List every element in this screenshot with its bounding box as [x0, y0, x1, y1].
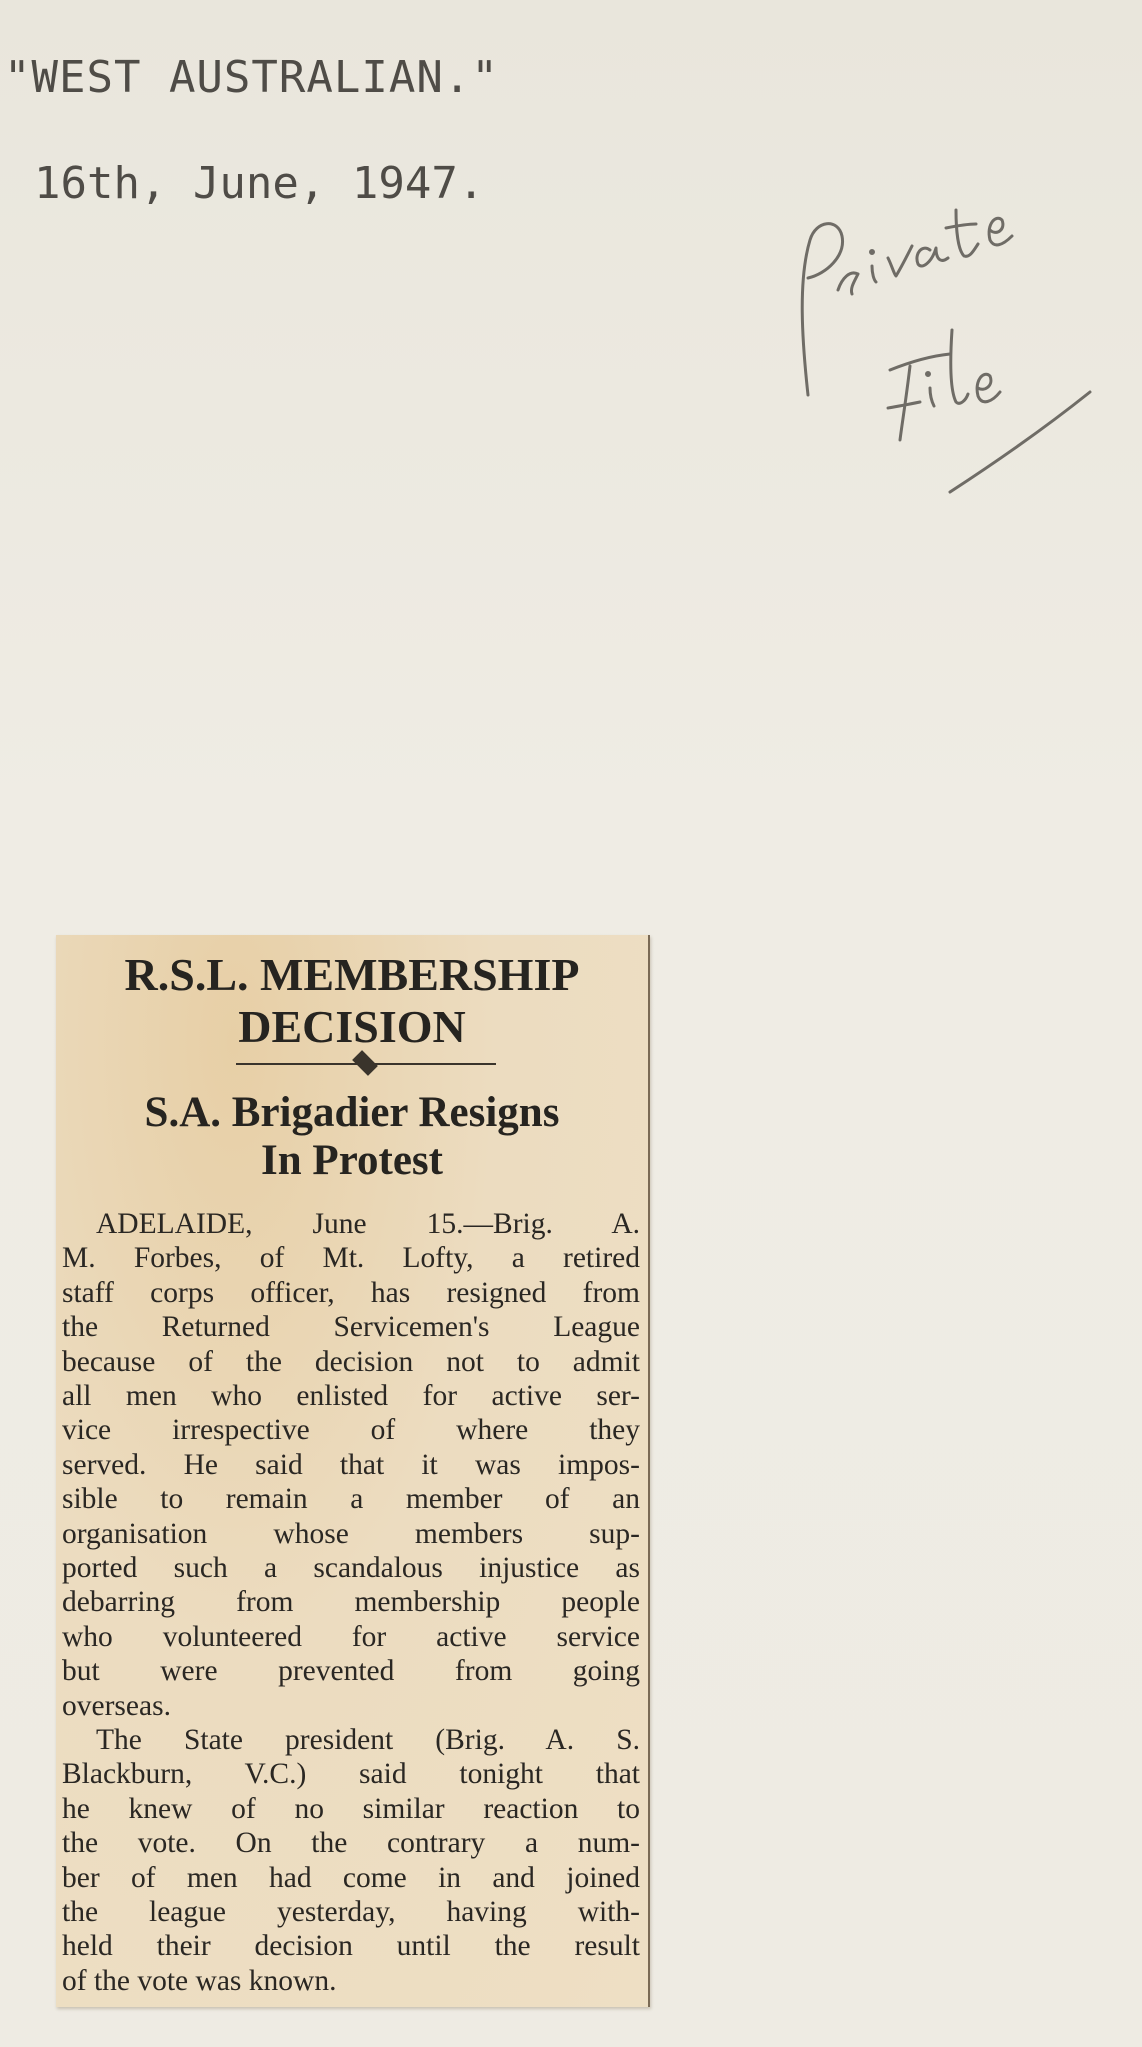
handwritten-annotation — [780, 170, 1100, 510]
subheadline-line: In Protest — [261, 1137, 443, 1184]
article-line: vice irrespective of where they — [62, 1414, 640, 1446]
article-line: ADELAIDE, June 15.—Brig. A. — [96, 1208, 640, 1240]
article-line: overseas. — [62, 1690, 171, 1722]
article-line: sible to remain a member of an — [62, 1483, 640, 1515]
article-line: because of the decision not to admit — [62, 1346, 640, 1378]
article-line: who volunteered for active service — [62, 1621, 640, 1653]
article-line: served. He said that it was impos- — [62, 1449, 640, 1481]
article-line: organisation whose members sup- — [62, 1518, 640, 1550]
article-line: ber of men had come in and joined — [62, 1862, 640, 1894]
clipping-date: 16th, June, 1947. — [34, 158, 485, 209]
article-line: M. Forbes, of Mt. Lofty, a retired — [62, 1242, 640, 1274]
headline-line: DECISION — [238, 1001, 466, 1052]
headline — [56, 949, 648, 1053]
article-line: staff corps officer, has resigned from — [62, 1277, 640, 1309]
rule-ornament — [352, 1050, 378, 1076]
newspaper-source: "WEST AUSTRALIAN." — [4, 52, 499, 103]
subheadline-line: S.A. Brigadier Resigns — [144, 1089, 560, 1136]
article-line: all men who enlisted for active ser- — [62, 1380, 640, 1412]
article-line: he knew of no similar reaction to — [62, 1793, 640, 1825]
subheadline — [56, 1089, 648, 1185]
article-line: Blackburn, V.C.) said tonight that — [62, 1758, 640, 1790]
article-line: ported such a scandalous injustice as — [62, 1552, 640, 1584]
article-line: the league yesterday, having with- — [62, 1896, 640, 1928]
article-line: debarring from membership people — [62, 1586, 640, 1618]
article-line: the vote. On the contrary a num- — [62, 1827, 640, 1859]
article-line: of the vote was known. — [62, 1965, 337, 1997]
article-line: held their decision until the result — [62, 1930, 640, 1962]
article-line: The State president (Brig. A. S. — [96, 1724, 640, 1756]
article-line: but were prevented from going — [62, 1655, 640, 1687]
headline-line: R.S.L. MEMBERSHIP — [124, 949, 580, 1000]
newspaper-clipping — [56, 935, 650, 2007]
article-line: the Returned Servicemen's League — [62, 1311, 640, 1343]
